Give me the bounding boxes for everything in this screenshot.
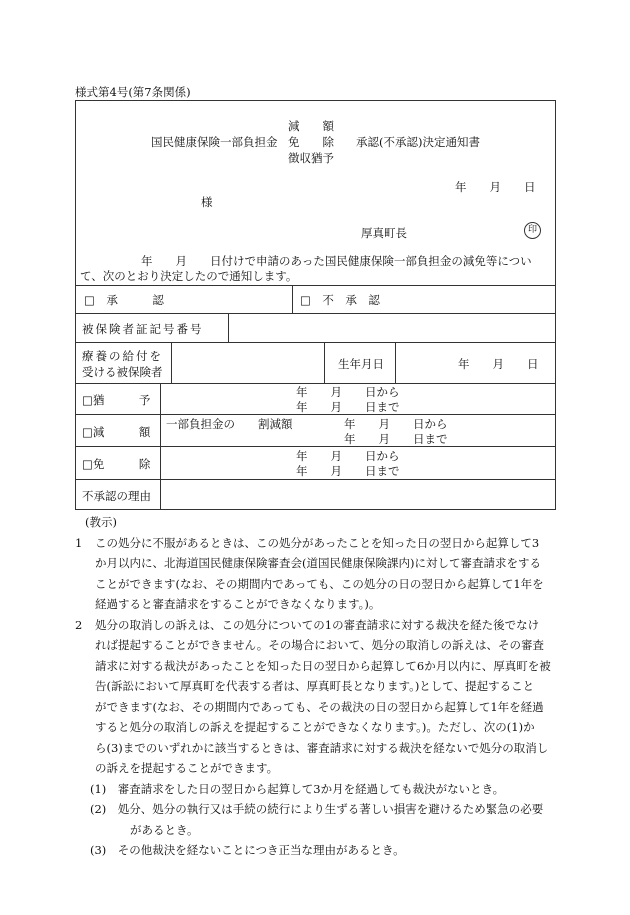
reduction-from: 年 月 日から [344,417,448,431]
col-divider [171,342,172,383]
sub-item-2: (2) 処分、処分の執行又は手続の続行により生ずる著しい損害を避けるため緊急の必要 [90,802,544,816]
sub-item-3: (3) その他裁決を経ないことにつき正当な理由があるとき。 [90,843,405,857]
note-2-line: ができます(なお、その期間内であっても、その裁決の日の翌日から起算して1年を経過 [95,699,544,714]
reduction-label[interactable]: □減 額 [82,425,151,439]
issuer: 厚真町長 [361,226,407,240]
note-1-line: か月以内に、北海道国民健康保険審査会(道国民健康保険課内)に対して審査請求をする [95,556,541,570]
col-divider [292,285,293,313]
intro-line-2: て、次のとおり決定したので通知します。 [80,269,298,283]
title-suffix: 承認(不承認)決定通知書 [356,135,480,149]
row-divider [75,313,556,314]
note-2-line: ら(3)までのいずれかに該当するときは、審査請求に対する裁決を経ないで処分の取消し [95,740,549,755]
sub-item-2-cont: があるとき。 [130,822,199,837]
col-divider [395,342,396,383]
note-2-text: 処分の取消しの訴えは、この処分についての1の審査請求に対する裁決を経た後でなけ [95,617,540,632]
note-2-number: 2 [75,617,83,632]
recipient-label-2: 受ける被保険者 [82,365,163,379]
row-divider [75,285,556,286]
title-option-deferral: 徴収猶予 [288,151,334,165]
note-1-text: この処分に不服があるときは、この処分があったことを知った日の翌日から起算して3 [95,535,540,550]
issue-date: 年 月 日 [455,180,536,194]
deferral-from: 年 月 日から [296,385,400,399]
note-2-line [75,615,565,636]
exemption-to: 年 月 日まで [296,464,400,478]
intro-line-1: 年 月 日付けで申請のあった国民健康保険一部負担金の減免等につい [141,254,532,268]
form-number: 様式第4号(第7条関係) [75,85,191,99]
note-1-line: ことができます(なお、その期間内であっても、この処分の日の翌日から起算して1年を [95,576,544,591]
col-divider [228,313,229,342]
sub-item-1: (1) 審査請求をした日の翌日から起算して3か月を経過しても裁決がないとき。 [90,781,505,796]
title-option-reduction: 減 額 [288,119,334,133]
exemption-from: 年 月 日から [296,449,400,463]
col-divider [160,383,161,510]
row-divider [75,342,556,343]
reduction-to: 年 月 日まで [344,432,448,446]
notes-heading: (教示) [85,515,117,529]
seal-mark: 印 [524,222,541,239]
note-2-line: 告(訴訟において厚真町を代表する者は、厚真町長となります。)として、提起すること [95,679,535,693]
row-divider [75,446,556,447]
note-2-line: 請求に対する裁決があったことを知った日の翌日から起算して6か月以内に、厚真町を被 [95,658,551,673]
title-option-exemption: 免 除 [288,135,334,149]
deferral-label[interactable]: □猶 予 [82,393,151,407]
insured-number-label: 被保険者証記号番号 [82,322,204,336]
recipient-label-1: 療養の給付を [82,349,163,363]
row-divider [75,479,556,480]
note-1-number: 1 [75,535,83,550]
note-2-line: すると処分の取消しの訴えを提起することができなくなります。)。ただし、次の(1)か [95,720,535,734]
reduction-desc: 一部負担金の 割減額 [166,417,293,431]
addressee-suffix: 様 [201,195,213,209]
reject-checkbox-label[interactable]: □ 不 承 認 [300,293,380,307]
refusal-reason-label: 不承認の理由 [82,489,151,503]
notes-section [75,512,565,861]
title-prefix: 国民健康保険一部負担金 [151,135,278,149]
birthdate-label: 生年月日 [338,357,384,371]
note-2-line: の訴えを提起することができます。 [95,761,279,775]
col-divider [324,342,325,383]
note-1-line [75,533,565,554]
note-1-line: 経過すると審査請求をすることができなくなります。)。 [95,597,381,611]
note-2-line: れば提起することができません。その場合において、処分の取消しの訴えは、その審査 [95,638,544,652]
deferral-to: 年 月 日まで [296,400,400,414]
birthdate-value: 年 月 日 [458,357,539,371]
approve-checkbox-label[interactable]: □ 承 認 [84,293,164,307]
exemption-label[interactable]: □免 除 [82,457,151,471]
